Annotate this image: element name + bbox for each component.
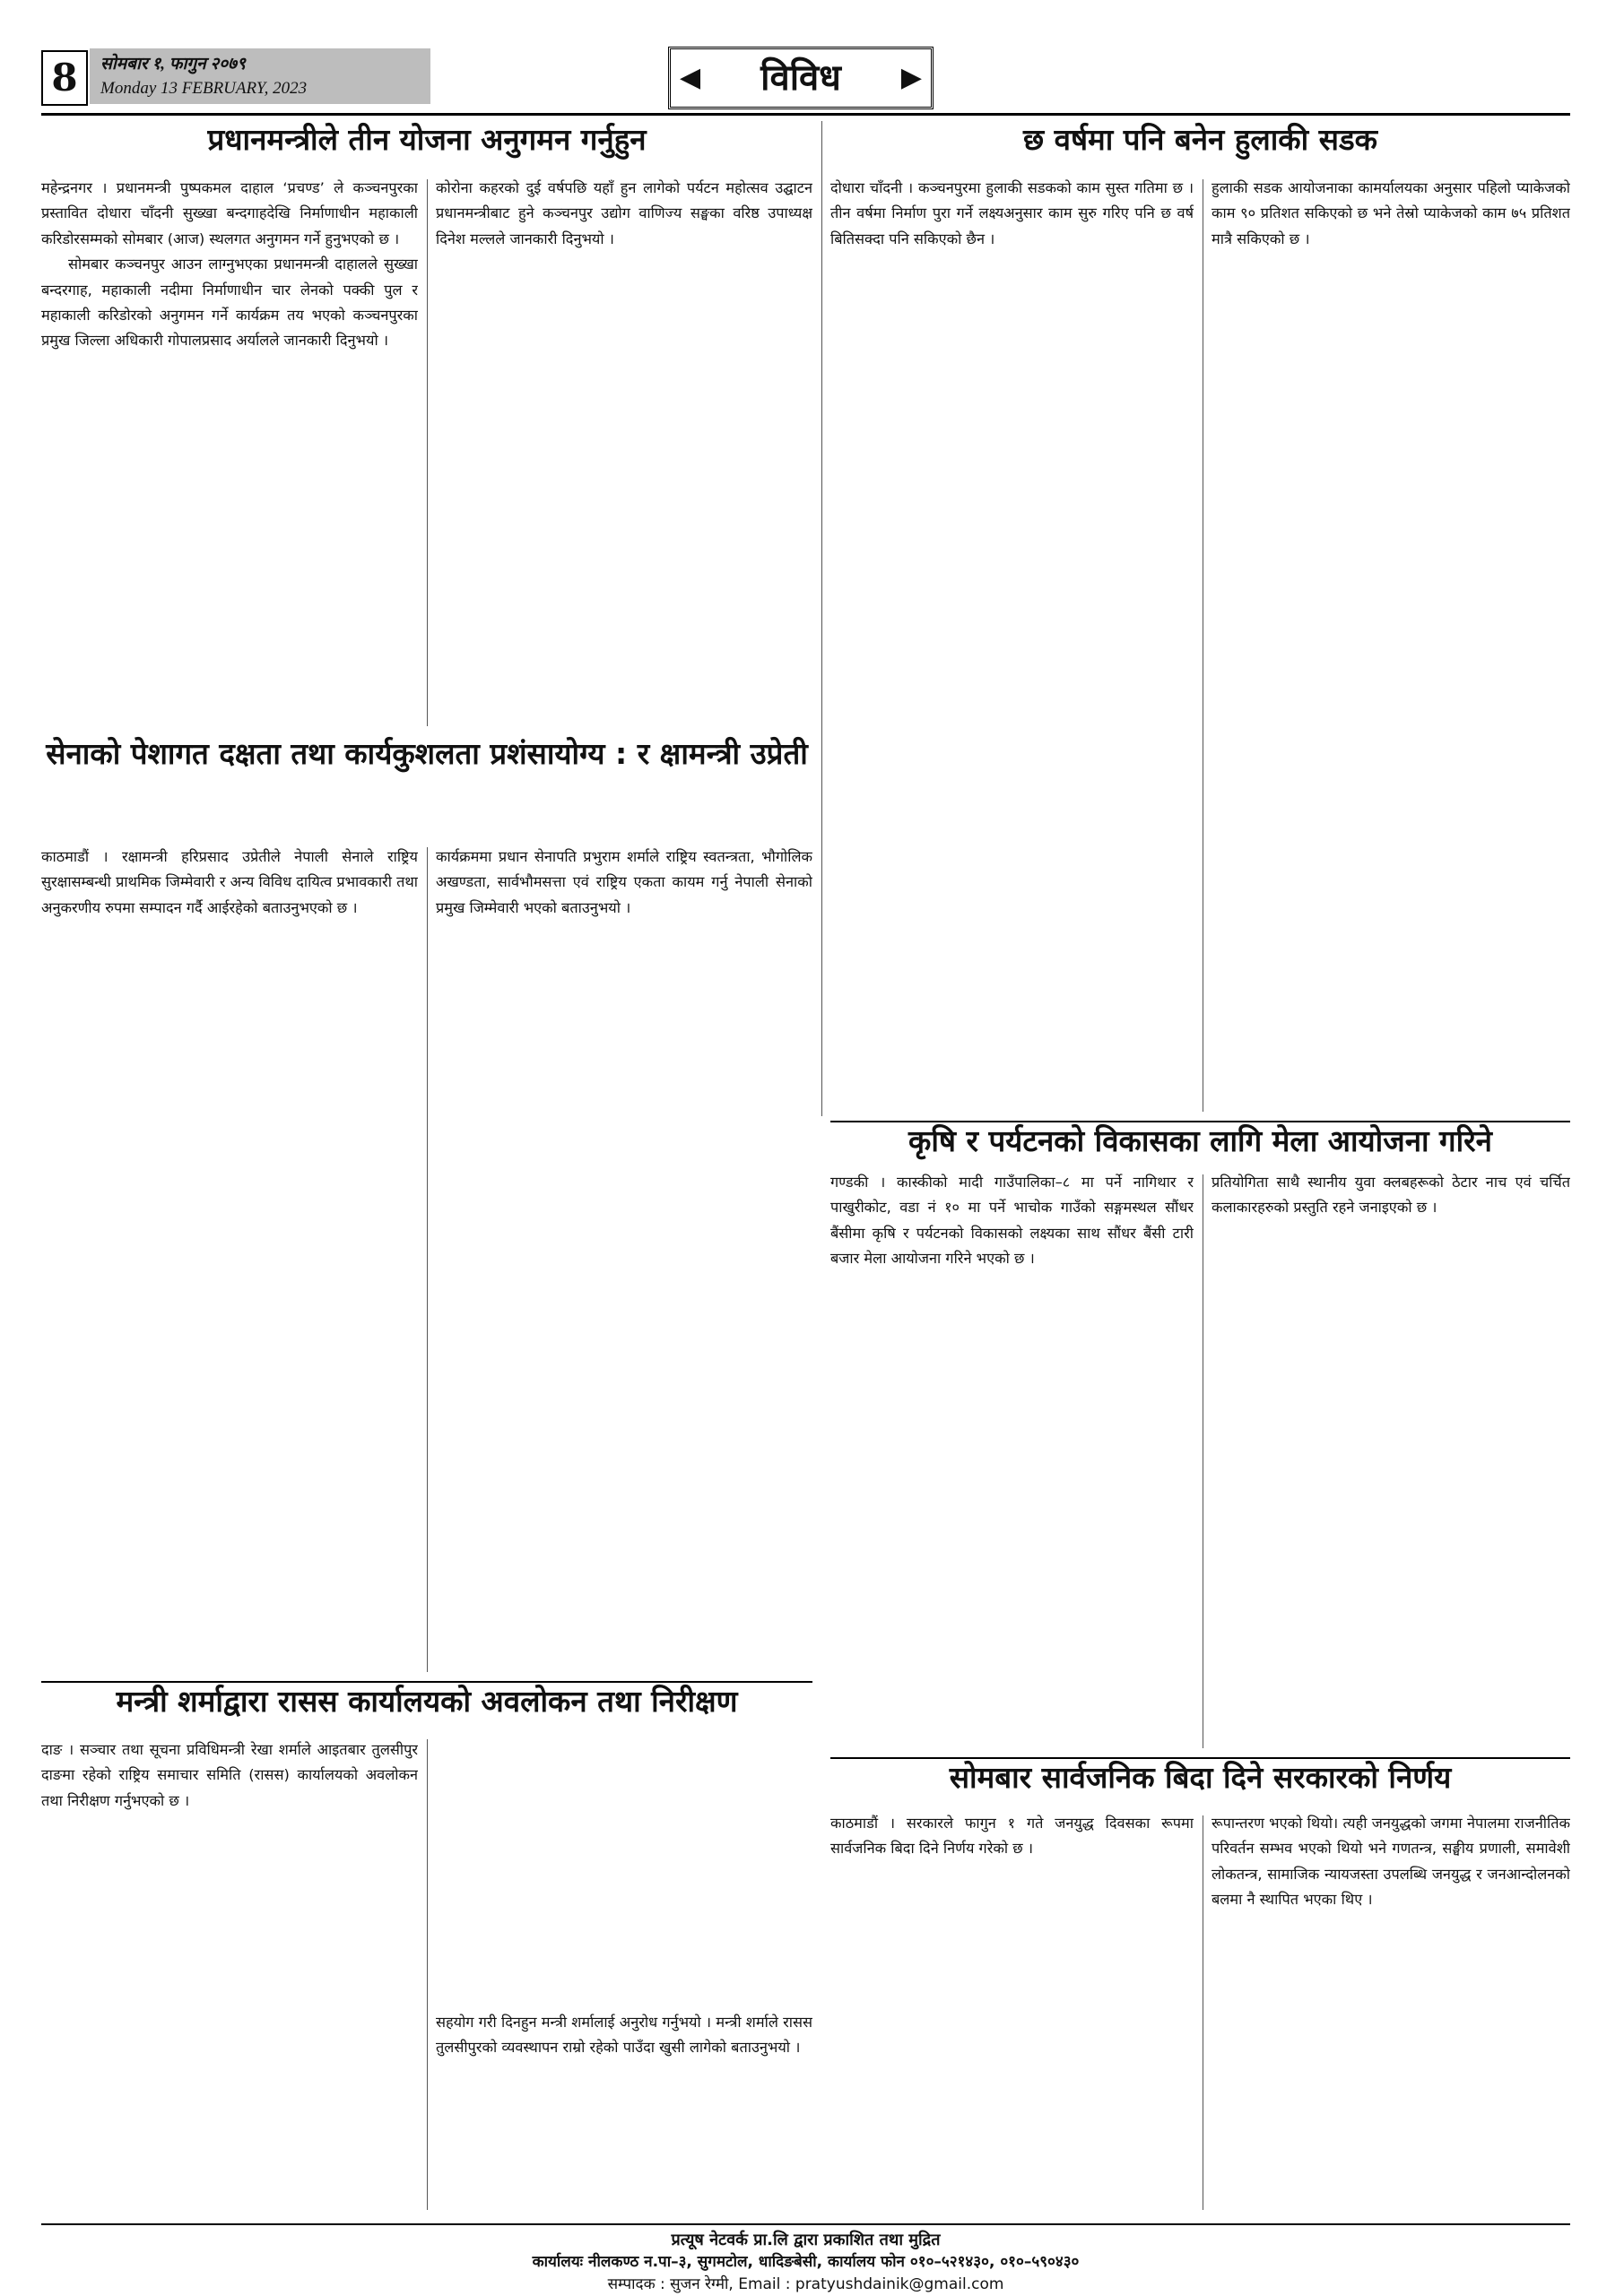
article-3-column-1 bbox=[41, 845, 418, 1674]
article-1-column-2 bbox=[436, 176, 812, 732]
article-2-headline: छ वर्षमा पनि बनेन हुलाकी सडक bbox=[1022, 122, 1377, 157]
article-6-column-1 bbox=[830, 1811, 1194, 2213]
editor-line: सम्पादक : सुजन रेग्मी, Email : pratyushdainik@gmail.com bbox=[607, 2275, 1004, 2293]
paragraph: काठमाडौं । रक्षामन्त्री हरिप्रसाद उप्रेतीले नेपाली सेनाले राष्ट्रिय सुरक्षासम्बन्धी प्राथमिक जिम्मेवारी र अन्य विविध दायित्व प्रभावकारी तथा अनुकरणीय रुपमा सम्पादन गर्दै आईरहेको बताउनुभएको छ । bbox=[41, 848, 418, 916]
right-arrow-icon: ▶ bbox=[900, 62, 922, 93]
article-2-column-1 bbox=[830, 176, 1194, 1117]
paragraph: महेन्द्रनगर । प्रधानमन्त्री पुष्पकमल दाहाल ‘प्रचण्ड’ ले कञ्चनपुरका प्रस्तावित दोधारा चाँदनी सुख्खा बन्दगाहदेखि निर्माणाधीन महाकाली करिडोरसम्मको सोमबार (आज) स्थलगत अनुगमन गर्ने हुनुभएको छ । bbox=[41, 179, 418, 247]
paragraph: कोरोना कहरको दुई वर्षपछि यहाँ हुन लागेको पर्यटन महोत्सव उद्घाटन प्रधानमन्त्रीबाट हुने कञ्चनपुर उद्योग वाणिज्य सङ्घका वरिष्ठ उपाध्यक्ष दिनेश मल्लले जानकारी दिनुभयो । bbox=[436, 179, 812, 247]
date-english: Monday 13 FEBRUARY, 2023 bbox=[100, 79, 308, 98]
office-line: कार्यालयः नीलकण्ठ न.पा–३, सुगमटोल, धादिङबेसी, कार्यालय फोन ०१०–५२१४३०, ०१०–५९०४३० bbox=[532, 2253, 1080, 2271]
paragraph: दाङ । सञ्चार तथा सूचना प्रविधिमन्त्री रेखा शर्माले आइतबार तुलसीपुर दाङमा रहेको राष्ट्रिय समाचार समिति (रासस) कार्यालयको अवलोकन तथा निरीक्षण गर्नुभएको छ । bbox=[41, 1741, 418, 1809]
left-arrow-icon: ◀ bbox=[680, 62, 701, 93]
paragraph: दोधारा चाँदनी । कञ्चनपुरमा हुलाकी सडकको काम सुस्त गतिमा छ । तीन वर्षमा निर्माण पुरा गर्ने लक्ष्यअनुसार काम सुरु गरिए पनि छ वर्ष बितिसक्दा पनि सकिएको छैन । bbox=[830, 179, 1194, 247]
article-6-column-2 bbox=[1211, 1811, 1570, 2213]
column-divider bbox=[427, 179, 428, 726]
article-5-headline: मन्त्री शर्माद्वारा रासस कार्यालयको अवलोकन तथा निरीक्षण bbox=[116, 1684, 738, 1719]
article-1-headline: प्रधानमन्त्रीले तीन योजना अनुगमन गर्नुहुन bbox=[207, 122, 647, 157]
article-4-headline: कृषि र पर्यटनको विकासका लागि मेला आयोजना गरिने bbox=[908, 1123, 1492, 1158]
article-4-column-1 bbox=[830, 1170, 1194, 1748]
paragraph: काठमाडौं । सरकारले फागुन १ गते जनयुद्ध दिवसका रूपमा सार्वजनिक बिदा दिने निर्णय गरेको छ । bbox=[830, 1815, 1194, 1858]
section-title bbox=[668, 47, 934, 109]
article-6-headline: सोमबार सार्वजनिक बिदा दिने सरकारको निर्णय bbox=[949, 1760, 1452, 1795]
issue-date bbox=[90, 48, 430, 104]
paragraph: गण्डकी । कास्कीको मादी गाउँपालिका–८ मा पर्ने नागिथार र पाखुरीकोट, वडा नं १० मा पर्ने भाचोक गाउँको सङ्गमस्थल सौंधर बैंसीमा कृषि र पर्यटनको विकासको लक्ष्यका साथ सौंधर बैंसी टारी बजार मेला आयोजना गरिने भएको छ । bbox=[830, 1174, 1194, 1268]
page-number: 8 bbox=[41, 50, 88, 106]
article-5-column-1 bbox=[41, 1737, 418, 2213]
header-rule bbox=[41, 113, 1570, 116]
paragraph: हुलाकी सडक आयोजनाका कामर्यालयका अनुसार पहिलो प्याकेजको काम ९० प्रतिशत सकिएको छ भने तेस्रो प्याकेजको काम ७५ प्रतिशत मात्रै सकिएको छ । bbox=[1211, 179, 1570, 247]
paragraph: सोमबार कञ्चनपुर आउन लाग्नुभएका प्रधानमन्त्री दाहालले सुख्खा बन्दरगाह, महाकाली नदीमा निर्माणाधीन चार लेनको पक्की पुल र महाकाली करिडोरको अनुगमन गर्ने कार्यक्रम तय भएको कञ्चनपुरका प्रमुख जिल्ला अधिकारी गोपालप्रसाद अर्यालले जानकारी दिनुभयो । bbox=[41, 256, 418, 350]
paragraph: कार्यक्रममा प्रधान सेनापति प्रभुराम शर्माले राष्ट्रिय स्वतन्त्रता, भौगोलिक अखण्डता, सार्वभौमसत्ता एवं राष्ट्रिय एकता कायम गर्नु नेपाली सेनाको प्रमुख जिम्मेवारी भएको बताउनुभयो । bbox=[436, 848, 812, 916]
article-3-headline: सेनाको पेशागत दक्षता तथा कार्यकुशलता प्रशंसायोग्य : र क्षामन्त्री उप्रेती bbox=[46, 736, 808, 771]
column-divider bbox=[821, 121, 822, 1116]
date-nepali: सोमबार १, फागुन २०७९ bbox=[100, 55, 246, 74]
article-5-column-2 bbox=[436, 2010, 812, 2213]
article-2-column-2 bbox=[1211, 176, 1570, 1117]
paragraph: प्रतियोगिता साथै स्थानीय युवा क्लबहरूको ठेटार नाच एवं चर्चित कलाकारहरुको प्रस्तुति रहने जनाइएको छ । bbox=[1211, 1174, 1570, 1217]
section-label: विविध bbox=[760, 57, 841, 99]
imprint-footer bbox=[41, 2223, 1570, 2296]
article-1-column-1 bbox=[41, 176, 418, 732]
paragraph: रूपान्तरण भएको थियो। त्यही जनयुद्धको जगमा नेपालमा राजनीतिक परिवर्तन सम्भव भएको थियो भने गणतन्त्र, सङ्घीय प्रणाली, समावेशी लोकतन्त्र, सामाजिक न्यायजस्ता उपलब्धि जनयुद्ध र जनआन्दोलनको बलमा नै स्थापित भएका थिए । bbox=[1211, 1815, 1570, 1909]
paragraph: सहयोग गरी दिनहुन मन्त्री शर्मालाई अनुरोध गर्नुभयो । मन्त्री शर्माले रासस तुलसीपुरको व्यवस्थापन राम्रो रहेको पाउँदा खुसी लागेको बताउनुभयो । bbox=[436, 2014, 812, 2057]
column-divider bbox=[427, 1739, 428, 2210]
publisher-line: प्रत्यूष नेटवर्क प्रा.लि द्वारा प्रकाशित तथा मुद्रित bbox=[671, 2231, 941, 2249]
article-3-column-2 bbox=[436, 845, 812, 1674]
column-divider bbox=[427, 847, 428, 1672]
article-4-column-2 bbox=[1211, 1170, 1570, 1748]
